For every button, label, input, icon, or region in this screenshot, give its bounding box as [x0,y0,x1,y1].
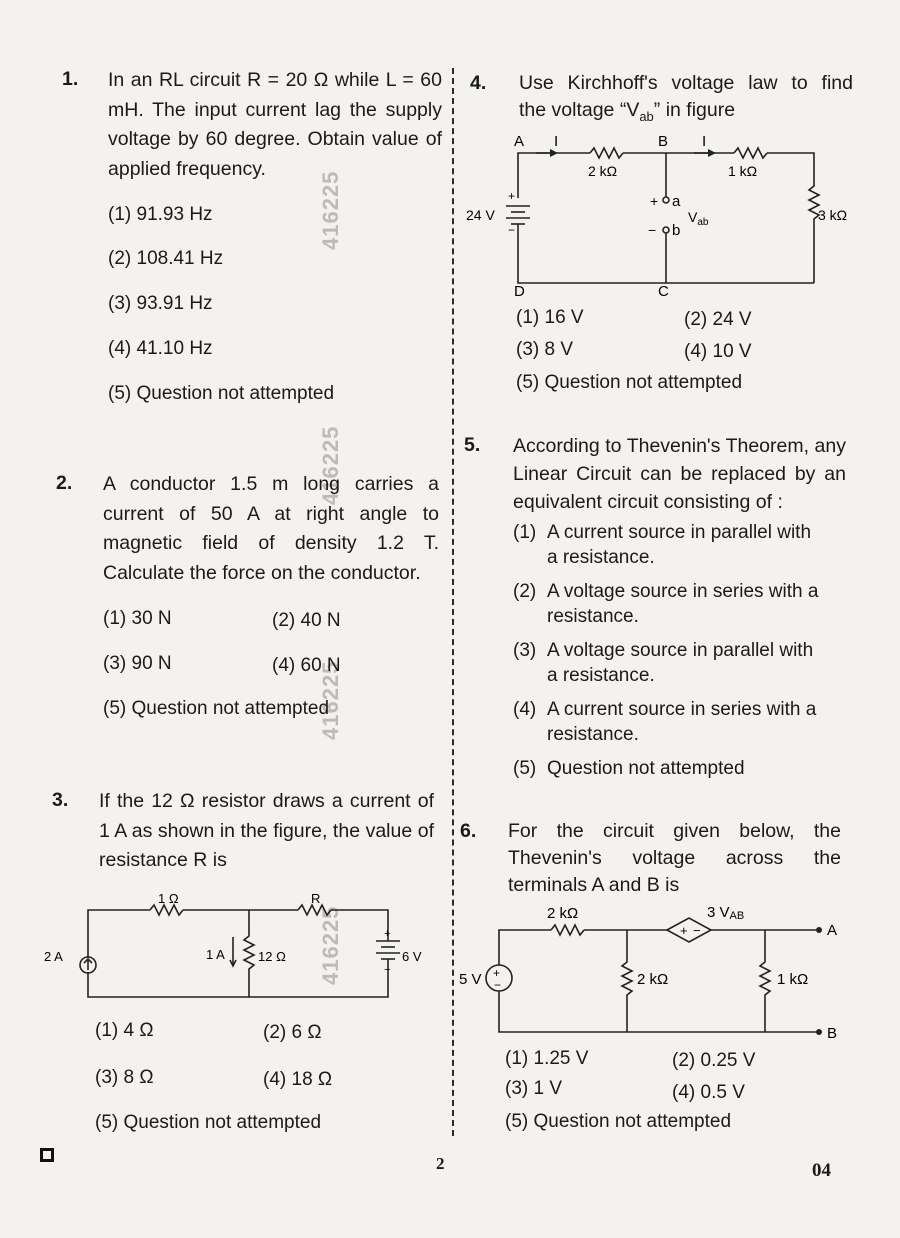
option-4[interactable]: (4) 41.10 Hz [108,338,213,359]
node-label-d: D [514,283,525,300]
option-5[interactable]: (5) Question not attempted [103,698,330,719]
option-3[interactable]: (3) 90 N [103,653,172,674]
terminal-minus: − [648,222,657,238]
svg-text:+: + [384,928,391,940]
option-4[interactable]: (4) 10 V [684,341,752,362]
option-5[interactable]: (5) Question not attempted [516,372,743,393]
current-label: 1 A [206,947,225,962]
question-number: 5. [464,434,481,456]
option-3[interactable]: (3) 93.91 Hz [108,293,213,314]
option-3[interactable]: (3) 8 Ω [95,1067,154,1088]
watermark: 416225 [318,660,343,740]
option-4[interactable]: (4) 60 N [272,655,341,676]
option-3[interactable]: (3) A voltage source in parallel with a resistance. [513,640,814,686]
vab-label: $V_{ab}$ [688,209,709,228]
svg-text:+: + [493,966,501,980]
terminal-a: a [672,193,681,210]
option-4[interactable]: (4) 0.5 V [672,1082,745,1103]
circuit-figure-q4 [462,128,862,303]
voltage-source-label: 6 V [402,949,422,964]
option-2[interactable]: (2) 6 Ω [263,1022,322,1043]
resistor-label-12ohm: 12 Ω [258,949,286,964]
question-text-line2: the voltage “$V_{ab}$” in figure [519,99,736,124]
option-1[interactable]: (1) 30 N [103,608,172,629]
watermark: 416225 [318,425,343,505]
option-1[interactable]: (1) 16 V [516,307,584,328]
current-label-2: I [702,133,707,150]
node-label-a: A [514,133,525,150]
option-2[interactable]: (2) 0.25 V [672,1050,756,1071]
question-number: 4. [470,72,487,94]
terminal-b: b [672,222,681,239]
circuit-figure-q6 [455,898,855,1048]
plus-sign: + [508,189,516,203]
corner-square-mark [40,1148,54,1162]
option-4[interactable]: (4) A current source in series with a resistance. [513,699,817,745]
resistor-label-2k-shunt: 2 kΩ [637,971,669,988]
svg-text:−: − [494,978,502,992]
page-number: 2 [436,1154,445,1173]
resistor-label-3k: 3 kΩ [818,207,848,223]
option-3[interactable]: (3) 1 V [505,1078,563,1099]
resistor-label-r: R [311,891,321,906]
option-5[interactable]: (5) Question not attempted [108,383,335,404]
option-4[interactable]: (4) 18 Ω [263,1069,333,1090]
column-divider [452,68,454,1136]
resistor-label-1ohm: 1 Ω [158,891,179,906]
option-1[interactable]: (1) 4 Ω [95,1020,154,1041]
voltage-source-label: 24 V [466,207,495,223]
question-text: In an RL circuit R = 20 Ω while L = 60 mH. The input current lag the supply voltage by 60 degree. Obtain value of applied frequency. [108,69,442,180]
node-label-b: B [658,133,669,150]
page-code: 04 [812,1160,831,1181]
resistor-label-2k-series: 2 kΩ [547,905,579,922]
node-label-c: C [658,283,669,300]
terminal-a: A [827,922,838,939]
option-2[interactable]: (2) A voltage source in series with a resistance. [513,581,819,627]
option-5[interactable]: (5) Question not attempted [505,1111,732,1132]
question-number: 3. [52,789,69,811]
option-2[interactable]: (2) 108.41 Hz [108,248,224,269]
option-5[interactable]: (5) Question not attempted [513,758,745,779]
svg-text:−: − [693,923,701,938]
current-label-1: I [554,133,559,150]
voltage-source-label: 5 V [459,971,482,988]
resistor-label-1k: 1 kΩ [777,971,809,988]
option-2[interactable]: (2) 40 N [272,610,341,631]
terminal-plus: + [650,193,659,209]
resistor-label-2k: 2 kΩ [588,163,618,179]
question-text: A conductor 1.5 m long carries a current of 50 A at right angle to magnetic field of density 1.2 T. Calculate the force on the conductor. [103,473,439,584]
option-2[interactable]: (2) 24 V [684,309,752,330]
question-number: 2. [56,472,73,494]
watermark: 416225 [318,170,343,250]
resistor-label-1k: 1 kΩ [728,163,758,179]
option-1[interactable]: (1) 91.93 Hz [108,204,213,225]
dependent-source-label: 3 VAB [707,904,745,922]
minus-sign: − [508,223,516,237]
current-source-label: 2 A [44,949,63,964]
question-text-line1: Use Kirchhoff's voltage law to find [519,72,853,94]
svg-text:+: + [680,923,688,938]
option-1[interactable]: (1) 1.25 V [505,1048,589,1069]
question-number: 1. [62,68,79,90]
circuit-figure-q3 [40,885,440,1005]
svg-text:−: − [384,964,391,976]
option-5[interactable]: (5) Question not attempted [95,1112,322,1133]
option-1[interactable]: (1) A current source in parallel with a resistance. [513,522,812,568]
question-text: According to Thevenin's Theorem, any Linear Circuit can be replaced by an equivalent circuit consisting of : [513,435,846,513]
question-text: If the 12 Ω resistor draws a current of 1 A as shown in the figure, the value of resistance R is [99,790,434,871]
watermark: 416225 [318,905,343,985]
option-3[interactable]: (3) 8 V [516,339,574,360]
question-number: 6. [460,820,477,842]
question-text: For the circuit given below, the Thevenin's voltage across the terminals A and B is [508,820,841,896]
terminal-b: B [827,1025,838,1042]
